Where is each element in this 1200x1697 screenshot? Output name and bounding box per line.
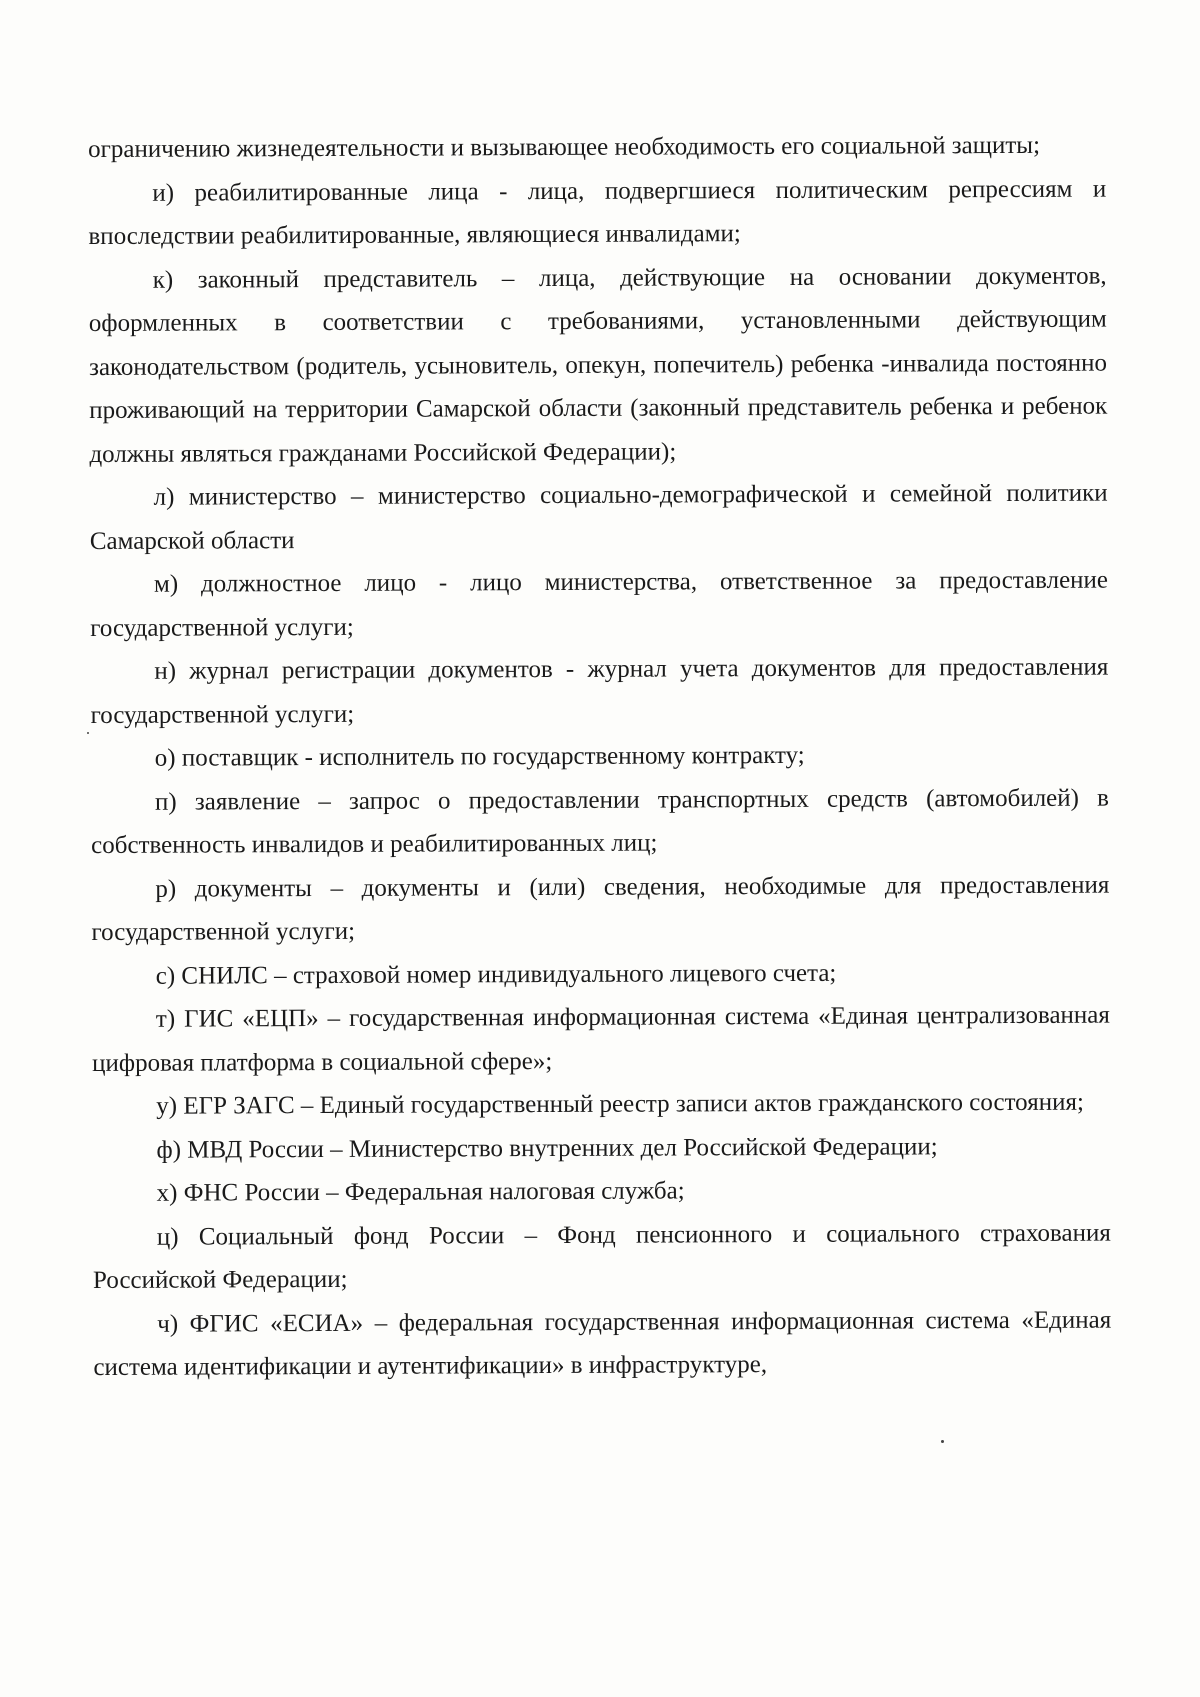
paragraph-n: н) журнал регистрации документов - журнал учета документов для предоставления государственной услуги; [90,653,1109,729]
paragraph-m: м) должностное лицо - лицо министерства, ответственное за предоставление государственной услуги; [90,566,1109,642]
paragraph-r: р) документы – документы и (или) сведения, необходимые для предоставления государственной услуги; [91,871,1110,946]
paragraph-f: ф) МВД России – Министерство внутренних дел Российской Федерации; [156,1132,938,1164]
paragraph-p: п) заявление – запрос о предоставлении транспортных средств (автомобилей) в собственность инвалидов и реабилитированных лиц; [91,784,1109,859]
paragraph-k: к) законный представитель – лица, действующие на основании документов, оформленных в соответствии с требованиями, установленными действующим законодательством (родитель, усыновитель, опекун, попечитель) ребенка -инвалида постоянно проживающий на территории Самарской области (законный представитель ребенка и ребенок должны являться гражданами Российской Федерации); [88,262,1108,468]
paragraph-ch: ч) ФГИС «ЕСИА» – федеральная государственная информационная система «Единая система идентификации и аутентификации» в инфраструктуре, [93,1306,1112,1381]
paragraph-i: и) реабилитированные лица - лица, подвергшиеся политическим репрессиям и впоследствии реабилитированные, являющиеся инвалидами; [88,175,1107,250]
paragraph-ts: ц) Социальный фонд России – Фонд пенсионного и социального страхования Российской Федерации; [92,1219,1111,1294]
paragraph-l: л) министерство – министерство социально-демографической и семейной политики Самарской области [89,479,1108,555]
paragraph-continuation: ограничению жизнедеятельности и вызывающее необходимость его социальной защиты; [88,131,1041,163]
document-body [88,124,1111,1390]
paragraph-t: т) ГИС «ЕЦП» – государственная информационная система «Единая централизованная цифровая платформа в социальной сфере»; [92,1001,1110,1077]
paragraph-u: у) ЕГР ЗАГС – Единый государственный реестр записи актов гражданского состояния; [156,1088,1084,1120]
paragraph-o: о) поставщик - исполнитель по государственному контракту; [154,741,805,772]
scan-speck [941,1440,944,1443]
paragraph-kh: х) ФНС России – Федеральная налоговая служба; [156,1177,685,1207]
scan-speck [87,732,89,734]
paragraph-s: с) СНИЛС – страховой номер индивидуального лицевого счета; [155,959,837,990]
